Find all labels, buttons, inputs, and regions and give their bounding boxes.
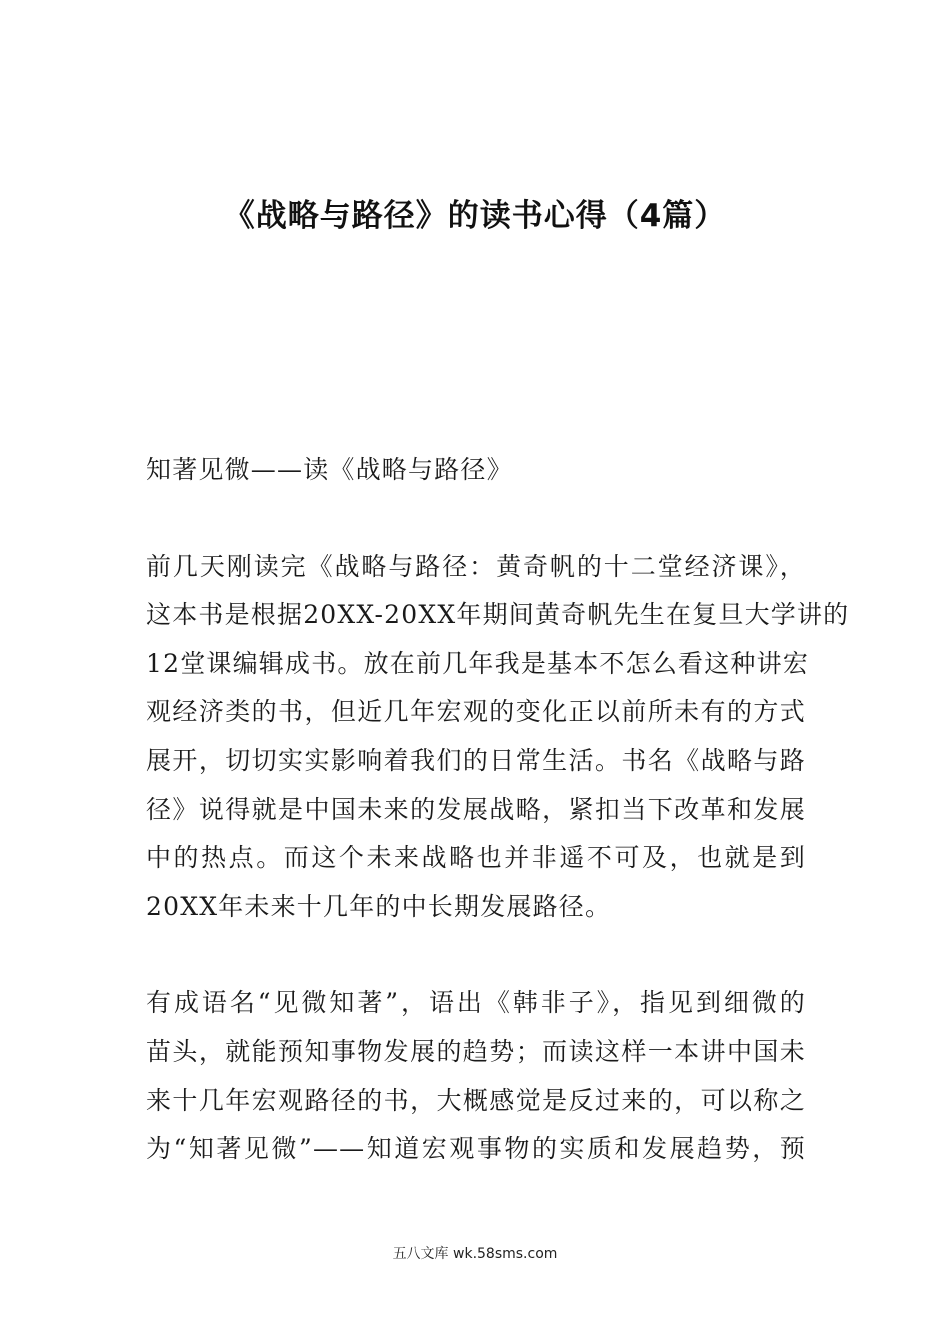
paragraph-line: 有成语名“见微知著”，语出《韩非子》，指见到细微的 bbox=[146, 988, 806, 1018]
paragraph-line: 前几天刚读完《战略与路径：黄奇帆的十二堂经济课》， bbox=[146, 551, 806, 581]
paragraph-line: 这本书是根据20XX-20XX年期间黄奇帆先生在复旦大学讲的 bbox=[146, 600, 850, 630]
paragraph-line: 20XX年未来十几年的中长期发展路径。 bbox=[146, 891, 612, 921]
paragraph-gap bbox=[146, 931, 806, 979]
paragraph-gap bbox=[146, 495, 806, 543]
paragraph-line: 来十几年宏观路径的书，大概感觉是反过来的，可以称之 bbox=[146, 1085, 806, 1115]
page-footer: 五八文库 wk.58sms.com bbox=[392, 1246, 558, 1262]
paragraph-line: 观经济类的书，但近几年宏观的变化正以前所未有的方式 bbox=[146, 697, 806, 727]
document-title: 《战略与路径》的读书心得（4篇） bbox=[223, 198, 727, 234]
paragraph-line: 中的热点。而这个未来战略也并非遥不可及，也就是到 bbox=[146, 843, 806, 873]
paragraph-2 bbox=[146, 979, 806, 1173]
paragraph-line: 12堂课编辑成书。放在前几年我是基本不怎么看这种讲宏 bbox=[146, 648, 810, 678]
section-subtitle: 知著见微——读《战略与路径》 bbox=[146, 455, 513, 484]
paragraph-line: 径》说得就是中国未来的发展战略，紧扣当下改革和发展 bbox=[146, 794, 806, 824]
document-body bbox=[146, 446, 850, 1174]
paragraph-line: 苗头，就能预知事物发展的趋势；而读这样一本讲中国未 bbox=[146, 1036, 806, 1066]
paragraph-line: 为“知著见微”——知道宏观事物的实质和发展趋势，预 bbox=[146, 1134, 806, 1164]
paragraph-line: 展开，切切实实影响着我们的日常生活。书名《战略与路 bbox=[146, 745, 806, 775]
paragraph-1 bbox=[146, 543, 850, 932]
